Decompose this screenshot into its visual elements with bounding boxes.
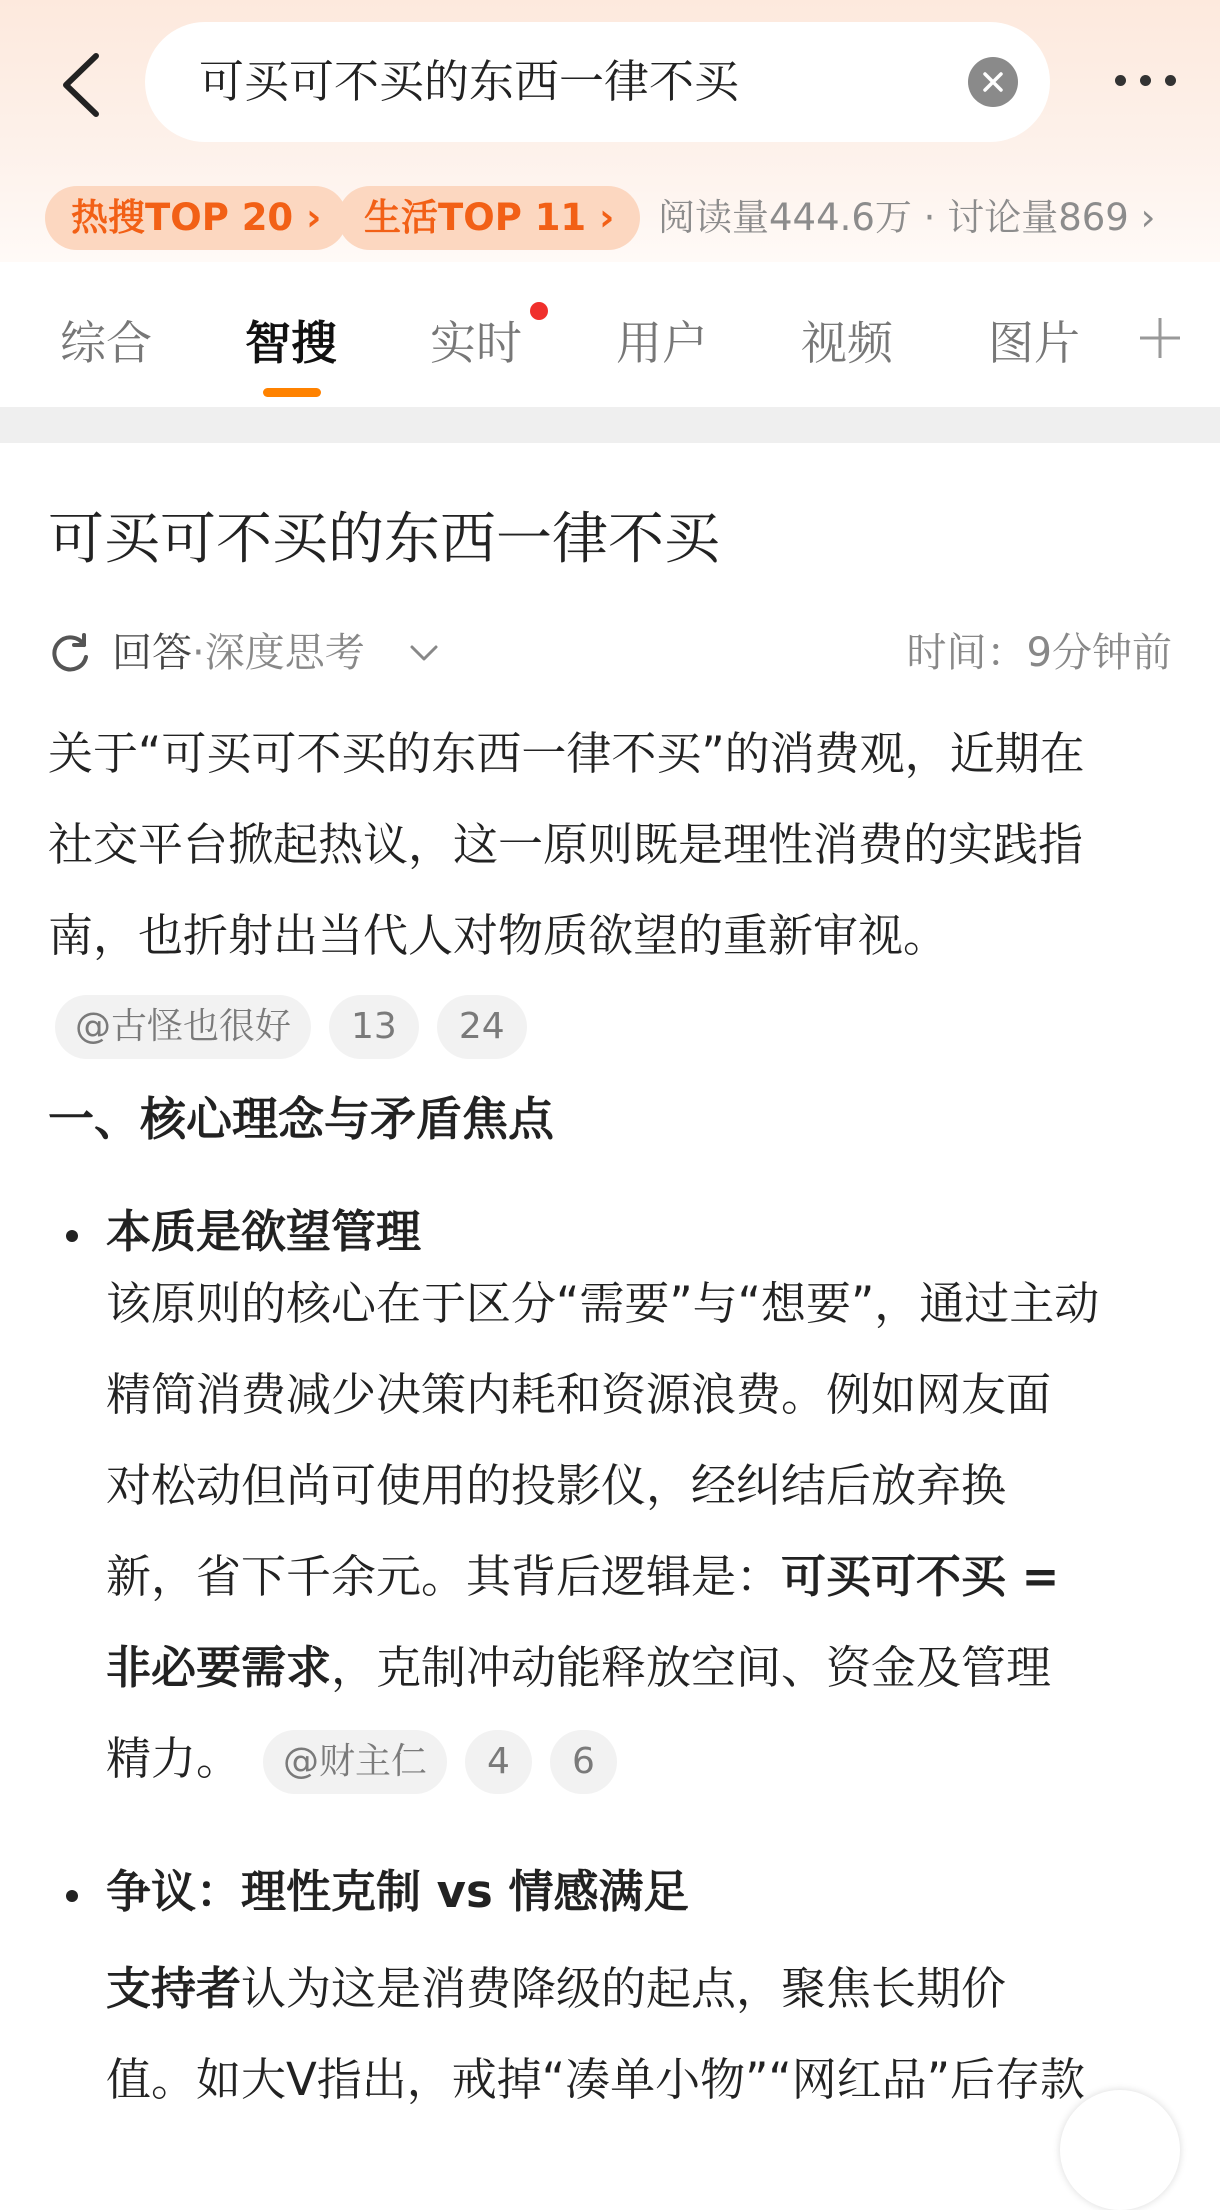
topic-stats[interactable]: [658, 186, 1155, 250]
intro-paragraph: [48, 708, 1085, 981]
body-line: 精简消费减少决策内耗和资源浪费。例如网友面: [106, 1368, 1052, 1421]
chevron-down-icon[interactable]: [408, 637, 440, 669]
body-line: 新，省下千余元。其背后逻辑是：可买可不买 =: [106, 1550, 1060, 1603]
answer-meta: [48, 623, 1172, 683]
source-user-chip[interactable]: @古怪也很好: [55, 995, 311, 1059]
tab-realtime[interactable]: 实时: [430, 316, 522, 370]
reference-chip[interactable]: 24: [437, 995, 527, 1059]
top-bar: [0, 0, 1220, 262]
tab-images[interactable]: 图片: [988, 316, 1080, 370]
life-rank-badge[interactable]: [338, 186, 640, 250]
close-icon: [982, 71, 1004, 93]
search-bar[interactable]: [145, 22, 1050, 142]
refresh-icon: [48, 631, 92, 675]
chevron-left-icon: [58, 52, 102, 118]
bullet-body: [106, 1258, 1186, 1804]
intro-line: 南，也折射出当代人对物质欲望的重新审视。: [48, 909, 949, 962]
bold-text: 可买可不买 =: [781, 1550, 1060, 1603]
section-heading: 一、核心理念与矛盾焦点: [48, 1092, 554, 1146]
topic-stats-text: 阅读量444.6万 · 讨论量869: [658, 196, 1129, 239]
tab-smart-search[interactable]: 智搜: [245, 316, 337, 370]
body-line: 该原则的核心在于区分“需要”与“想要”，通过主动: [106, 1277, 1100, 1330]
bold-text: 支持者: [106, 1962, 242, 2015]
bullet-heading: 本质是欲望管理: [106, 1205, 422, 1258]
back-button[interactable]: [50, 50, 110, 120]
floating-action-button[interactable]: [1060, 2090, 1180, 2210]
search-tabs: [0, 262, 1220, 407]
search-input[interactable]: 可买可不买的东西一律不买: [199, 55, 740, 108]
intro-references: [55, 995, 545, 1059]
answer-time: 时间：9分钟前: [906, 630, 1172, 676]
hot-search-rank-label: 热搜TOP 20: [71, 196, 294, 239]
more-dot-icon: [1165, 75, 1176, 86]
source-user-chip[interactable]: @财主仁: [263, 1730, 447, 1794]
more-options-button[interactable]: [1090, 60, 1200, 100]
tab-comprehensive[interactable]: 综合: [60, 316, 152, 370]
body-line: 非必要需求，克制冲动能释放空间、资金及管理: [106, 1641, 1052, 1694]
bullet-dot: [66, 1230, 78, 1242]
answer-label: 回答: [112, 630, 192, 676]
bullet-body: [106, 1943, 1186, 2125]
chevron-right-icon: ›: [306, 196, 322, 239]
bullet-dot: [66, 1890, 78, 1902]
bold-text: 非必要需求: [106, 1641, 332, 1694]
section-divider: [0, 407, 1220, 443]
more-dot-icon: [1140, 75, 1151, 86]
body-line: 支持者认为这是消费降级的起点，聚焦长期价: [106, 1962, 1007, 2015]
active-tab-indicator: [263, 388, 321, 397]
bullet-heading: 争议：理性克制 vs 情感满足: [106, 1865, 689, 1918]
body-line: 精力。 @财主仁 4 6: [106, 1713, 1186, 1804]
deep-thinking-label: ·深度思考: [192, 630, 365, 676]
life-rank-label: 生活TOP 11: [364, 196, 587, 239]
reference-chip[interactable]: 4: [465, 1730, 532, 1794]
new-indicator-dot: [530, 302, 548, 320]
chevron-right-icon: ›: [1140, 196, 1156, 239]
tab-users[interactable]: 用户: [616, 316, 708, 370]
intro-line: 关于“可买可不买的东西一律不买”的消费观，近期在: [48, 727, 1085, 780]
chevron-right-icon: ›: [599, 196, 615, 239]
body-line: 值。如大V指出，戒掉“凑单小物”“网红品”后存款: [106, 2053, 1086, 2106]
body-line: 对松动但尚可使用的投影仪，经纠结后放弃换: [106, 1459, 1007, 1512]
reference-chip[interactable]: 6: [550, 1730, 617, 1794]
intro-line: 社交平台掀起热议，这一原则既是理性消费的实践指: [48, 818, 1084, 871]
reference-chip[interactable]: 13: [329, 995, 419, 1059]
tab-videos[interactable]: 视频: [801, 316, 893, 370]
plus-icon[interactable]: [1136, 314, 1184, 362]
clear-search-button[interactable]: [968, 57, 1018, 107]
answer-mode-selector[interactable]: [112, 623, 365, 683]
answer-title: 可买可不买的东西一律不买: [48, 507, 720, 572]
hot-search-rank-badge[interactable]: [45, 186, 347, 250]
more-dot-icon: [1115, 75, 1126, 86]
